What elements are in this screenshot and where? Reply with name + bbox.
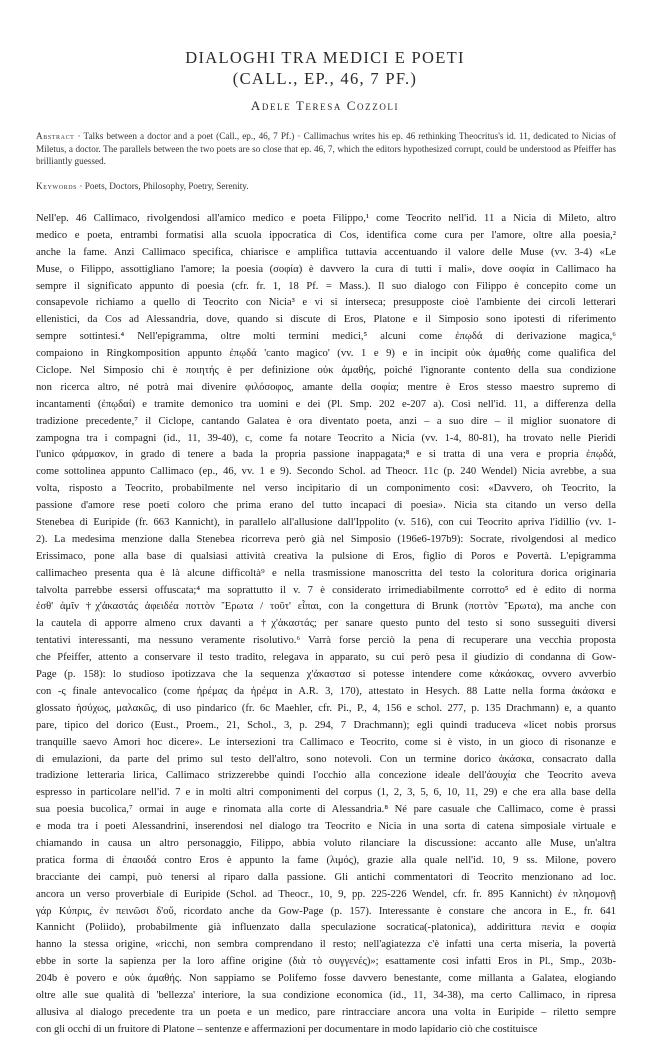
keywords-text: · Poets, Doctors, Philosophy, Poetry, Serenity. <box>77 181 249 191</box>
body-text-line: Stenebea di Euripide (fr. 663 Kannicht), in parallelo all'allusione dall'Ippolito (v. 516), con cui Teocrito apriva l'idillio (vv. 1- <box>36 517 616 529</box>
body-text-line: l'unico φάρμακον, in grado di tenere a bada la propria passione inappagata;⁸ e si tratta di una vera e propria ἐπῳδά, <box>36 449 616 461</box>
body-text-line: volta, risposto a Teocrito, probabilmente nel verso incipitario di un componimento così: «Davvero, oh Teocrito, la <box>36 483 616 495</box>
body-text-line: callimacheo presenta qua è là alcune difficoltà⁹ e nella trasmissione manoscritta del testo la coloritura dorica originaria <box>36 567 616 579</box>
abstract-text: · Talks between a doctor and a poet (Call., ep., 46, 7 Pf.) · Callimachus writes his ep. 46 rethinking Theocritus's id. 11, dedicated to Nicias of Miletus, a doctor. The parallels between the two poets are so close that ep. 46, 7, which the editors hypothesized corrupt, could be understood as Pfeiffer has brilliantly guessed. <box>36 131 616 167</box>
body-text-line: tentativi interessanti, ma nessuno veramente risolutivo.⁶ Varrà forse perciò la pena di recuperare una vecchia proposta <box>36 635 616 647</box>
body-text-line: γάρ Κύπρις, ἐν πεινῶσι δ'οὔ, ricordato anche da Gow-Page (p. 157). Interessante è constare che ancora in E., fr. 641 <box>36 905 616 917</box>
keywords <box>36 180 616 193</box>
body-text-line: compaiono in Ringkomposition appunto ἐπῳδά 'canto magico' (vv. 1 e 9) e in incipit οὐκ ἀμαθής come qualifica del <box>36 348 616 360</box>
body-text-line: anche la fame. Anzi Callimaco specifica, chiarisce e amplifica tuttavia accentuando il valore delle Muse (vv. 3-4) «Le <box>36 246 616 258</box>
body-text-line: Ciclope. Nel Simposio chi è ποιητής è per definizione οὐκ ἀμαθής, poiché l'ignorante contento della sua condizione <box>36 365 616 377</box>
body-text-line: pare, tipico del dorico (Eust., Proem., 21, Schol., 3, p. 294, 7 Drachmann); egli quindi traduceva «licet nobis prorsus <box>36 719 616 731</box>
body-text-line: espresso in particolare nell'id. 7 e in molti altri componimenti del corpus (1, 2, 3, 5, 6, 10, 11, 29) e che era alla base della <box>36 787 616 799</box>
body-text-line: pratica forma di ἐπαοιδά contro Eros è appunto la fame (λιμός), grazie alla quale nell'id. 10, 9 ss. Milone, povero <box>36 854 616 866</box>
body-text-line: hanno la stessa origine, «ricchi, non sembra comprendano il resto; nell'agiatezza c'è infatti una certa miseria, la povertà <box>36 939 616 951</box>
body-text-line: come sottolinea appunto Callimaco (ep., 46, vv. 1 e 9). Secondo Schol. ad Theocr. 11c (p. 240 Wendel) Nicia avrebbe, a sua <box>36 466 616 478</box>
body-text-line: sempre sottintesi.⁴ Nell'epigramma, oltre molti termini medici,⁵ alcuni come ἐπῳδά di derivazione magica,⁶ <box>36 331 616 343</box>
body-text-line: oltre alle sue qualità di 'bellezza' interiore, la sua condizione economica (id., 11, 34-38), ma certo Callimaco, in ripresa <box>36 989 616 1001</box>
body-text-line: la cautela di apporre almeno crux davanti a †χ'ἀκαστάς; per sanare questo punto del testo si sono susseguiti diversi <box>36 618 616 630</box>
keywords-label: Keywords <box>36 181 78 191</box>
body-text-line: Erissimaco, pone alla base di qualsiasi attività creativa la pulsione di Eros, figlio di Poros e Povertà. L'epigramma <box>36 550 616 562</box>
body-text-line: ἐσθ' ἀμῖν †χ'ἀκαστάς ἀφειδέα ποττὸν Ἔρωτα / τοῦτ' εἶπαι, con la congettura di Brunk (ποττὸν Ἔρωτα), ma anche con <box>36 601 616 613</box>
body-text-line: ellenistici, da Cos ad Alessandria, dove, quando si discute di Eros, Platone e il Simposio sono ipotesti di riferimento <box>36 314 616 326</box>
body-text-line: tranquille saevo Amori hoc dicere». Le intersezioni tra Callimaco e Teocrito, come si è visto, in un gioco di risonanze e <box>36 736 616 748</box>
body-text-line: talvolta parrebbe essersi offuscata;⁴ ma soprattutto il v. 7 è considerato irrimediabilmente corrotto⁵ ed è edito di norma <box>36 584 616 596</box>
body-text-line: glossato ἡσύχως, μαλακῶς, di uso pindarico (fr. 6c Maehler, cfr. Pi., P., 4, 156 e schol. 277, p. 135 Drachmann) e, a quanto <box>36 702 616 714</box>
article-title: DIALOGHI TRA MEDICI E POETI <box>185 48 465 67</box>
body-text-line: passione d'amore rese poeti coloro che prima erano del tutto incapaci di poesia». Nicia sta citando un verso della <box>36 500 616 512</box>
body-text-line: incantamenti (ἐπῳδαί) e tramite demonico tra uomini e dei (Pl. Smp. 202 e-207 a). Così nell'id. 11, a differenza della <box>36 398 616 410</box>
body-text-line: sempre il significato appunto di poesia (cfr. fr. 1, 18 Pf. = Mass.). Il suo dialogo con Filippo è concepito come un <box>36 280 616 292</box>
abstract <box>36 130 616 168</box>
article-author: Adele Teresa Cozzoli <box>250 98 400 113</box>
body-text-line: con gli occhi di un fruitore di Platone – sentenze e affermazioni per documentare in modo lapidario ciò che costituisce <box>36 1023 538 1035</box>
article-body <box>36 211 616 1039</box>
body-text-line: consapevole richiamo a quello di Teocrito con Nicia³ e vi si interseca; presupposte cioè l'ambiente dei circoli letterari <box>36 297 616 309</box>
body-text-line: Page (p. 158): lo studioso ipotizzava che la sequenza χ'ἀκαστασ si potesse intendere come κἀκάσκας, ovvero avverbio <box>36 669 616 681</box>
body-text-line: allusiva al dialogo precedente tra un poeta e un medico, pare rintracciare ancora una volta in Euripide – riletto sempre <box>36 1006 616 1018</box>
body-text-line: e moda tra i poeti Alessandrini, inserendosi nel dialogo tra Teocrito e Nicia in una sorta di catena simposiale virtuale e <box>36 821 616 833</box>
body-text-line: tradizione precedente,⁷ il Ciclope, cantando Galatea è ora diventato poeta, anzi – a suo dire – il miglior suonatore di <box>36 415 616 427</box>
body-text-line: 204b è povero e οὐκ ἀμαθής. Non sappiamo se Polifemo fosse davvero benestante, come millanta a Galatea, elogiando <box>36 973 616 985</box>
abstract-label: Abstract <box>36 131 75 141</box>
body-text-line: Nell'ep. 46 Callimaco, rivolgendosi all'amico medico e poeta Filippo,¹ come Teocrito nell'id. 11 a Nicia di Mileto, altro <box>36 213 616 224</box>
body-text-line: 2). La medesima menzione dalla Stenebea ricorreva però già nel Simposio (196e6-197b9): Socrate, rivolgendosi al medico <box>36 533 616 545</box>
body-text-line: medico e poeta, entrambi formatisi alla scuola ippocratica di Cos, identifica come cura per l'amore, oltre alla poesia,² <box>36 229 616 241</box>
body-text-line: ebbe in sorte la sapienza per la loro affine origine (διὰ τὸ συγγενές)»; esattamente così infatti Eros in Pl., Smp., 203b- <box>36 956 616 968</box>
body-text-line: ancora un verso proverbiale di Euripide (Schol. ad Theocr., 10, 9, pp. 225-226 Wendel, cfr. fr. 895 Kannicht) ἐν πλησμονῇ <box>36 888 616 900</box>
body-text-line: tradizione letteraria lirica, Callimaco strizzerebbe quindi l'occhio alla concezione ideale dell'ἀσυχία che Teocrito aveva <box>36 770 616 782</box>
body-text-line: bracciante dei campi, può tenersi al riparo dalla passione. Gli antichi commentatori di Teocrito menzionano ad loc. <box>36 871 616 883</box>
body-text-line: sua poesia bucolica,⁷ ormai in auge e rinomata alla corte di Alessandria.⁸ Né pare casuale che Callimaco, come è prassi <box>36 804 616 816</box>
body-text-line: zampogna tra i compagni (id., 11, 39-40), c, come fa notare Teocrito a Nicia (vv. 1-4, 80-81), ha trovato nelle Pieridi <box>36 432 616 444</box>
body-text-line: non ricerca altro, né potrà mai divenire φιλόσοφος, amante della σοφία; mentre è Eros stesso maestro supremo di <box>36 381 616 393</box>
body-text-line: che Pfeiffer, attento a conservare il testo tradito, relegava in apparato, su cui però pesa il giudizio di condanna di Gow- <box>36 652 616 664</box>
body-text-line: di emulazioni, da parte del primo sul testo dell'altro, sono notevoli. Con un termine dorico ἀκάσκα, consacrato dalla <box>36 753 616 765</box>
body-text-line: Kannicht (Polìido), probabilmente già influenzato dalla speculazione socratica(-platonica), addirittura πενία e σοφία <box>36 922 616 934</box>
body-text-line: chiamando in causa un altro personaggio, Filippo, abbia voluto rilanciare la discussione: accanto alle Muse, un'altra <box>36 837 616 849</box>
body-text-line: con -ς finale antevocalico (come ἠρέμας da ἠρέμα in A.R. 3, 170), attestato in Hesych. 88 Latte nella forma ἀκάσκα e <box>36 685 616 697</box>
article-subtitle: (CALL., EP., 46, 7 PF.) <box>232 69 418 88</box>
body-text-line: Muse, o Filippo, assottigliano l'amore; la poesia (σοφία) è davvero la cura di tutti i mali», dove σοφία in Callimaco ha <box>36 263 616 275</box>
